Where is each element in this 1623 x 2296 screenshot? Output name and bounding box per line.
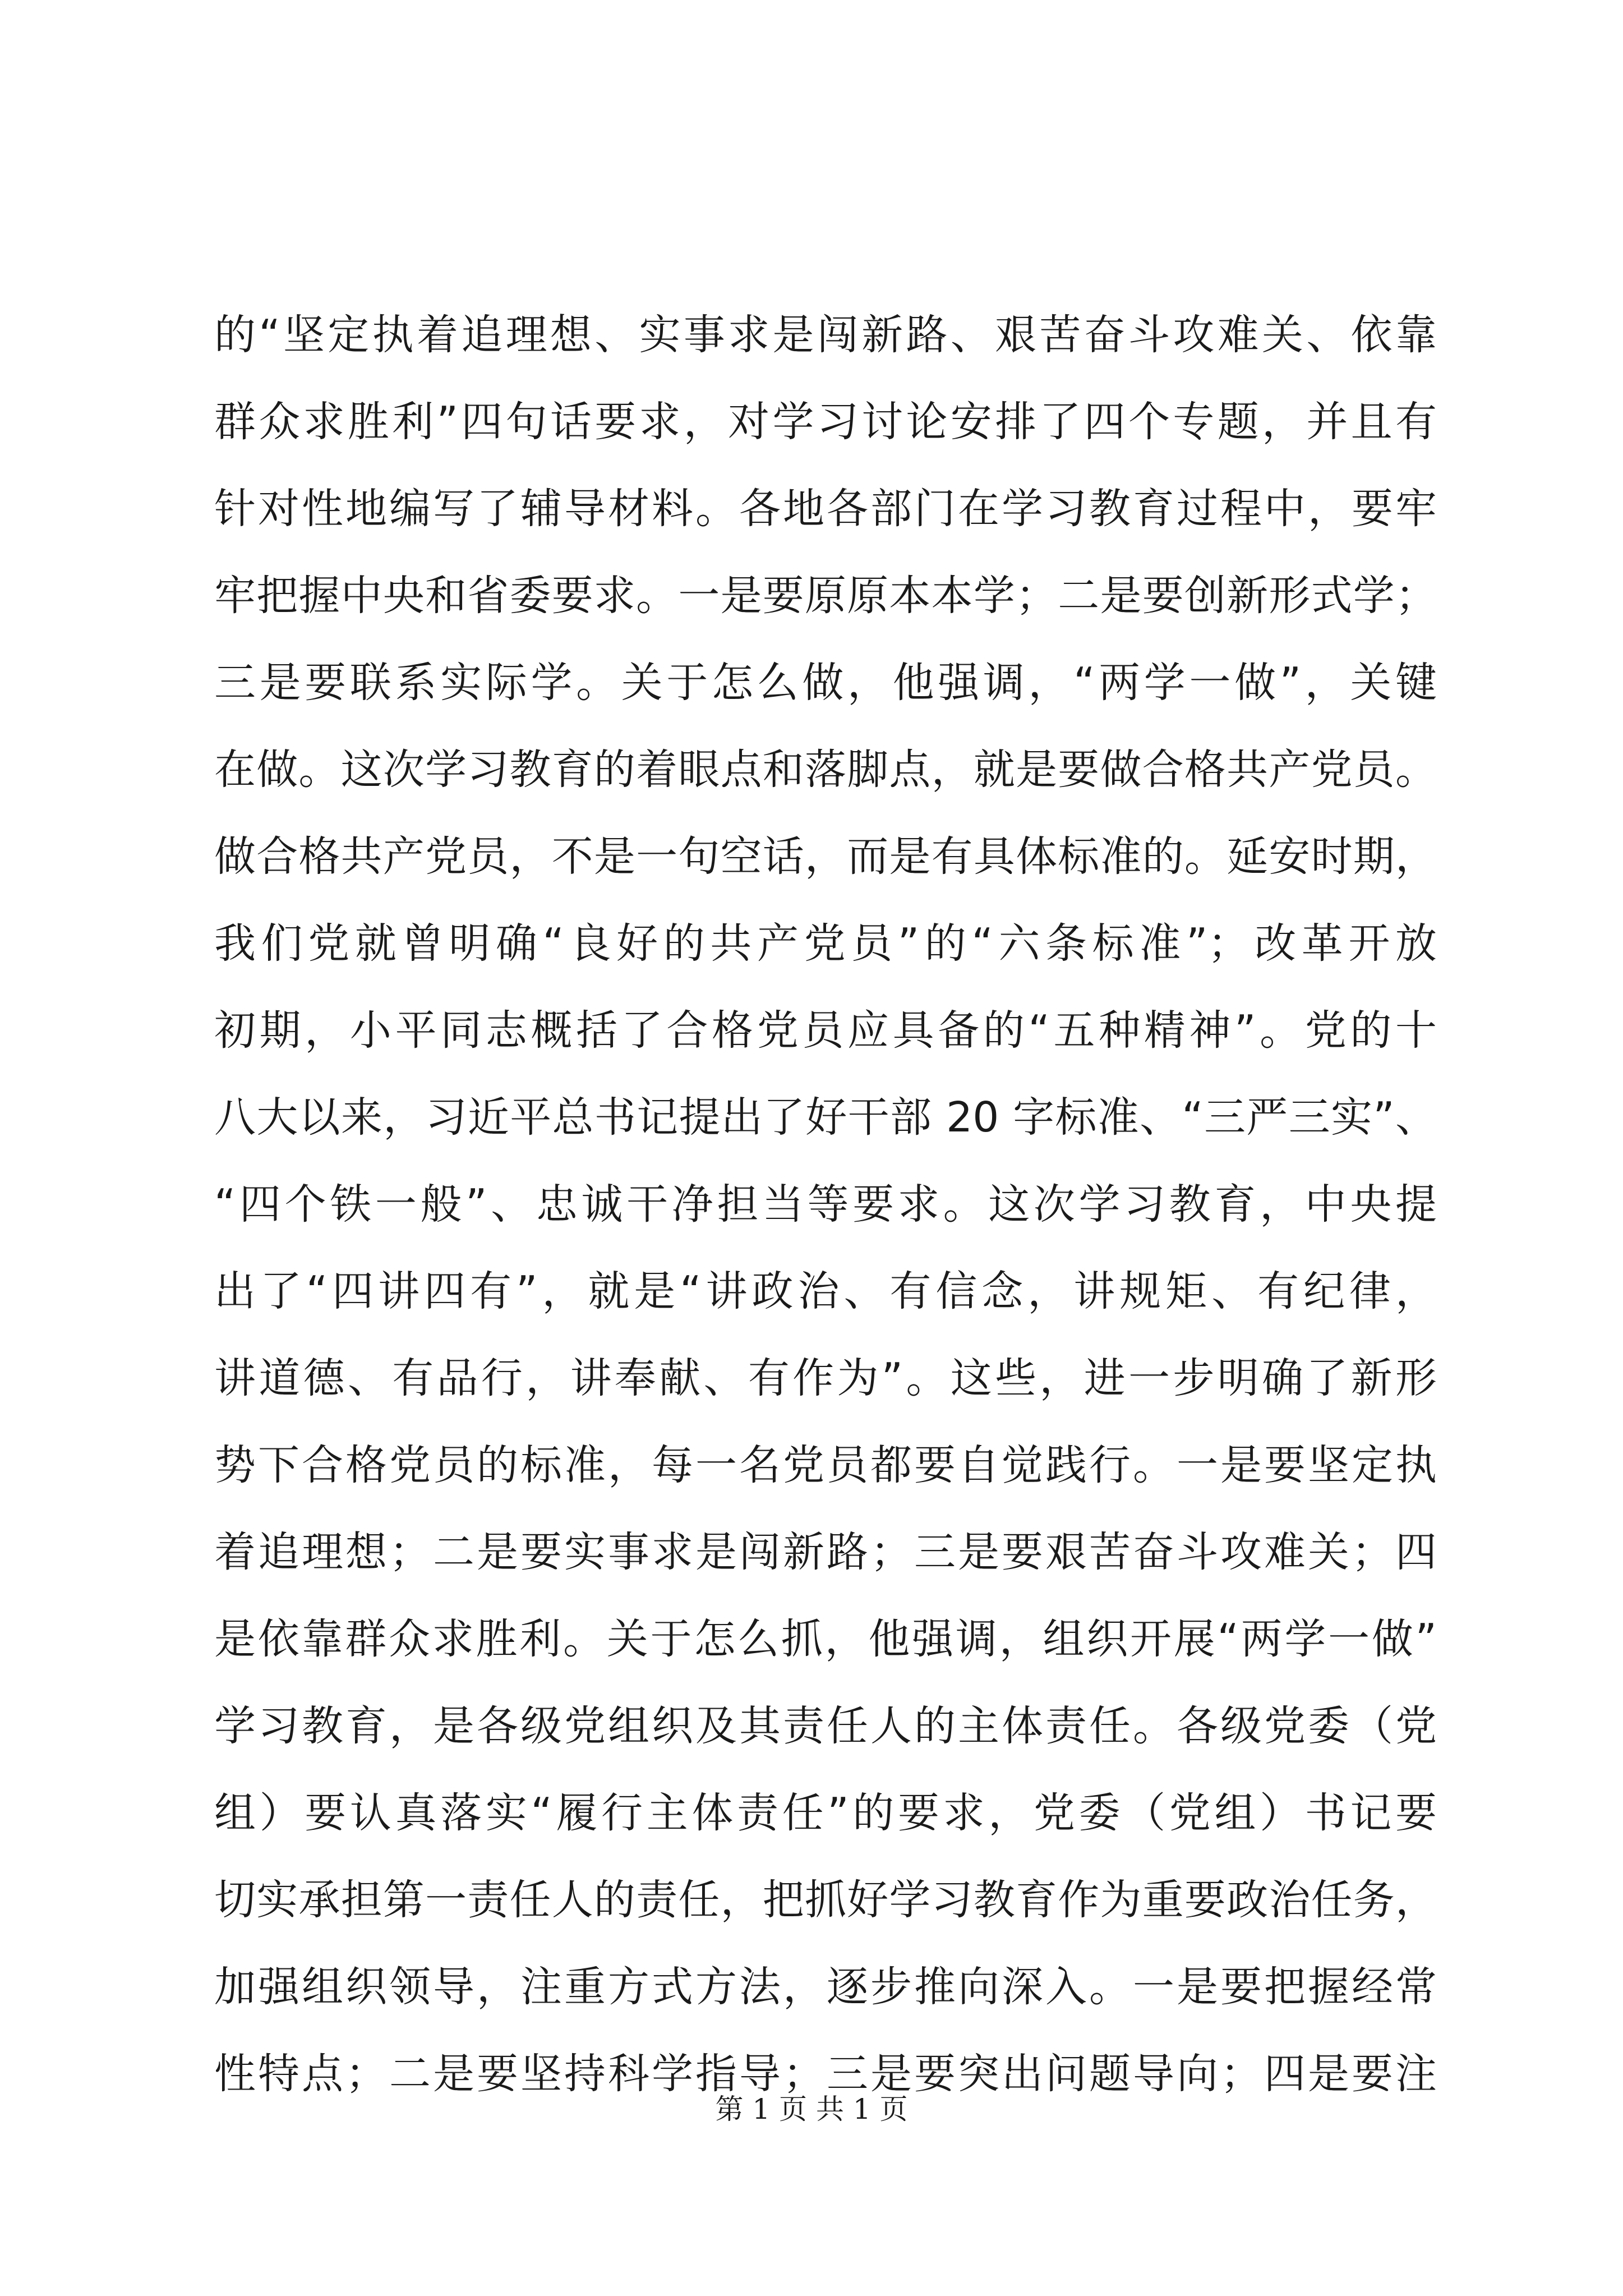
text-line: 三是要联系实际学。关于怎么做，他强调，“两学一做”，关键 (214, 659, 1437, 707)
text-line: 的“坚定执着追理想、实事求是闯新路、艰苦奋斗攻难关、依靠 (214, 311, 1437, 359)
document-body (214, 292, 1437, 2118)
text-line: 在做。这次学习教育的着眼点和落脚点，就是要做合格共产党员。 (214, 746, 1437, 794)
text-line: 着追理想；二是要实事求是闯新路；三是要艰苦奋斗攻难关；四 (214, 1528, 1437, 1576)
text-line: 群众求胜利”四句话要求，对学习讨论安排了四个专题，并且有 (214, 398, 1437, 446)
text-line: “四个铁一般”、忠诚干净担当等要求。这次学习教育，中央提 (214, 1180, 1437, 1228)
text-line: 针对性地编写了辅导材料。各地各部门在学习教育过程中，要牢 (214, 485, 1437, 533)
text-line: 切实承担第一责任人的责任，把抓好学习教育作为重要政治任务， (214, 1876, 1437, 1924)
text-line: 势下合格党员的标准，每一名党员都要自觉践行。一是要坚定执 (214, 1441, 1437, 1489)
text-line: 八大以来，习近平总书记提出了好干部 20 字标准、“三严三实”、 (214, 1093, 1437, 1142)
text-line: 我们党就曾明确“良好的共产党员”的“六条标准”；改革开放 (214, 919, 1437, 968)
text-line: 牢把握中央和省委要求。一是要原原本本学；二是要创新形式学； (214, 572, 1437, 620)
text-line: 是依靠群众求胜利。关于怎么抓，他强调，组织开展“两学一做” (214, 1615, 1437, 1663)
page-number-label: 第 1 页 共 1 页 (715, 2093, 908, 2125)
text-line: 加强组织领导，注重方式方法，逐步推向深入。一是要把握经常 (214, 1963, 1437, 2011)
text-line: 初期，小平同志概括了合格党员应具备的“五种精神”。党的十 (214, 1006, 1437, 1055)
text-line: 性特点；二是要坚持科学指导；三是要突出问题导向；四是要注 (214, 2050, 1437, 2098)
text-line: 学习教育，是各级党组织及其责任人的主体责任。各级党委（党 (214, 1702, 1437, 1750)
text-line: 出了“四讲四有”，就是“讲政治、有信念，讲规矩、有纪律， (214, 1267, 1437, 1315)
text-line: 讲道德、有品行，讲奉献、有作为”。这些，进一步明确了新形 (214, 1354, 1437, 1402)
text-line: 做合格共产党员，不是一句空话，而是有具体标准的。延安时期， (214, 832, 1437, 881)
text-line: 组）要认真落实“履行主体责任”的要求，党委（党组）书记要 (214, 1789, 1437, 1837)
page-footer (0, 2087, 1623, 2127)
